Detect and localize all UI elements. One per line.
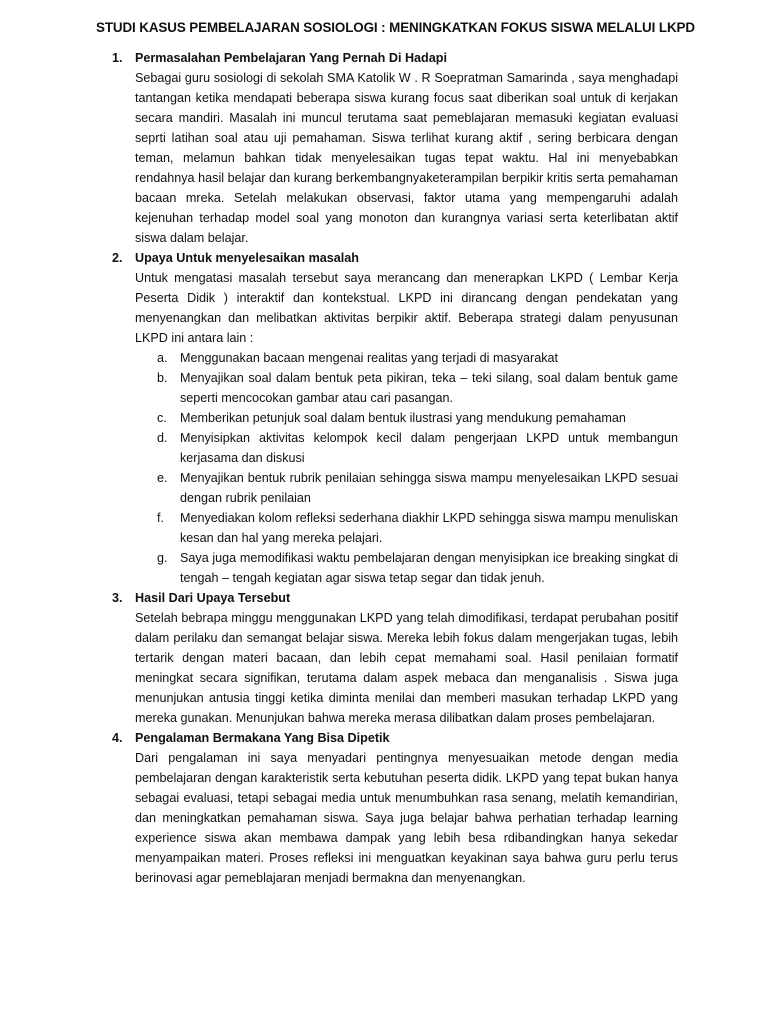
list-item-text: Menggunakan bacaan mengenai realitas yang terjadi di masyarakat [180,351,559,365]
section-2 [96,248,678,588]
section-paragraph: Untuk mengatasi masalah tersebut saya merancang dan menerapkan LKPD ( Lembar Kerja Peserta Didik ) interaktif dan kontekstual. LKPD ini dirancang dengan pendekatan yang menyenangkan dan melibatkan aktivitas berpikir aktif. Beberapa strategi dalam penyusunan LKPD ini antara lain : [135,271,678,345]
section-number: 2. [112,251,123,265]
list-item [135,548,678,588]
list-item-letter: a. [157,351,168,365]
section-number: 1. [112,51,123,65]
section-4 [96,728,678,888]
section-paragraph: Sebagai guru sosiologi di sekolah SMA Katolik W . R Soepratman Samarinda , saya menghadapi tantangan ketika mendapati beberapa siswa kurang focus saat diberikan soal untuk di kerjakan secara mandiri. Masalah ini muncul terutama saat pemeblajaran memasuki kegiatan evaluasi seprti latihan soal atau uji pemahaman. Siswa terlihat kurang aktif , sering berbicara dengan teman, melamun bahkan tidak menyelesaikan tugas tepat waktu. Hal ini menyebabkan rendahnya hasil belajar dan kurang berkembangnyaketerampilan berpikir kritis serta pemahaman bacaan mreka. Setelah melakukan observasi, faktor utama yang mempengaruhi adalah kejenuhan terhadap model soal yang monoton dan kurangnya variasi serta keterlibatan aktif siswa dalam belajar. [135,71,678,245]
section-paragraph: Dari pengalaman ini saya menyadari pentingnya menyesuaikan metode dengan media pembelajaran dengan karakteristik serta kebutuhan peserta didik. LKPD yang tepat bukan hanya sebagai evaluasi, tetapi sebagai media untuk menumbuhkan rasa senang, melatih kemandirian, dan meningkatkan pemahaman siswa. Saya juga belajar bahwa perhatian terhadap learning experience siswa akan membawa dampak yang lebih besa rdibandingkan hanya sekedar menyampaikan materi. Proses refleksi ini menguatkan keyakinan saya bahwa guru perlu terus berinovasi agar pemeblajaran menjadi bermakna dan menyenangkan. [135,751,678,885]
list-item-letter: c. [157,411,167,425]
list-item-letter: g. [157,551,168,565]
list-item-text: Memberikan petunjuk soal dalam bentuk ilustrasi yang mendukung pemahaman [180,411,626,425]
section-heading: Hasil Dari Upaya Tersebut [135,591,291,605]
list-item [135,428,678,468]
list-item-text: Menyediakan kolom refleksi sederhana diakhir LKPD sehingga siswa mampu menuliskan kesan dan hal yang mereka pelajari. [180,511,678,545]
section-heading: Permasalahan Pembelajaran Yang Pernah Di Hadapi [135,51,447,65]
list-item-text: Menyajikan bentuk rubrik penilaian sehingga siswa mampu menyelesaikan LKPD sesuai dengan rubrik penilaian [180,471,678,505]
list-item [135,368,678,408]
list-item-letter: d. [157,431,168,445]
list-item-letter: f. [157,511,164,525]
section-heading: Upaya Untuk menyelesaikan masalah [135,251,359,265]
list-item-letter: b. [157,371,168,385]
list-item [135,468,678,508]
section-3 [96,588,678,728]
list-item [135,508,678,548]
section-heading: Pengalaman Bermakana Yang Bisa Dipetik [135,731,390,745]
section-number: 3. [112,591,123,605]
section-paragraph: Setelah bebrapa minggu menggunakan LKPD yang telah dimodifikasi, terdapat perubahan positif dalam perilaku dan semangat belajar siswa. Mereka lebih fokus dalam mengerjakan tugas, lebih tertarik dengan materi bacaan, dan lebih cepat memahami soal. Hasil penilaian formatif meningkat secara signifikan, terutama dalam aspek mebaca dan menganalisis . Siswa juga menunjukan antusia tinggi ketika diminta menilai dan memberi masukan terhadap LKPD yang mereka gunakan. Menunjukan bahwa mereka merasa dilibatkan dalam proses pembelajaran. [135,611,678,725]
list-item [135,408,678,428]
strategy-list [135,348,678,588]
list-item-text: Saya juga memodifikasi waktu pembelajaran dengan menyisipkan ice breaking singkat di tengah – tengah kegiatan agar siswa tetap segar dan tidak jenuh. [180,551,678,585]
section-number: 4. [112,731,123,745]
list-item-text: Menyisipkan aktivitas kelompok kecil dalam pengerjaan LKPD untuk membangun kerjasama dan diskusi [180,431,678,465]
section-1 [96,48,678,248]
list-item [135,348,678,368]
document-title: STUDI KASUS PEMBELAJARAN SOSIOLOGI : MENINGKATKAN FOKUS SISWA MELALUI LKPD [96,20,695,35]
list-item-text: Menyajikan soal dalam bentuk peta pikiran, teka – teki silang, soal dalam bentuk game seperti mencocokan gambar atau cari pasangan. [180,371,678,405]
list-item-letter: e. [157,471,168,485]
